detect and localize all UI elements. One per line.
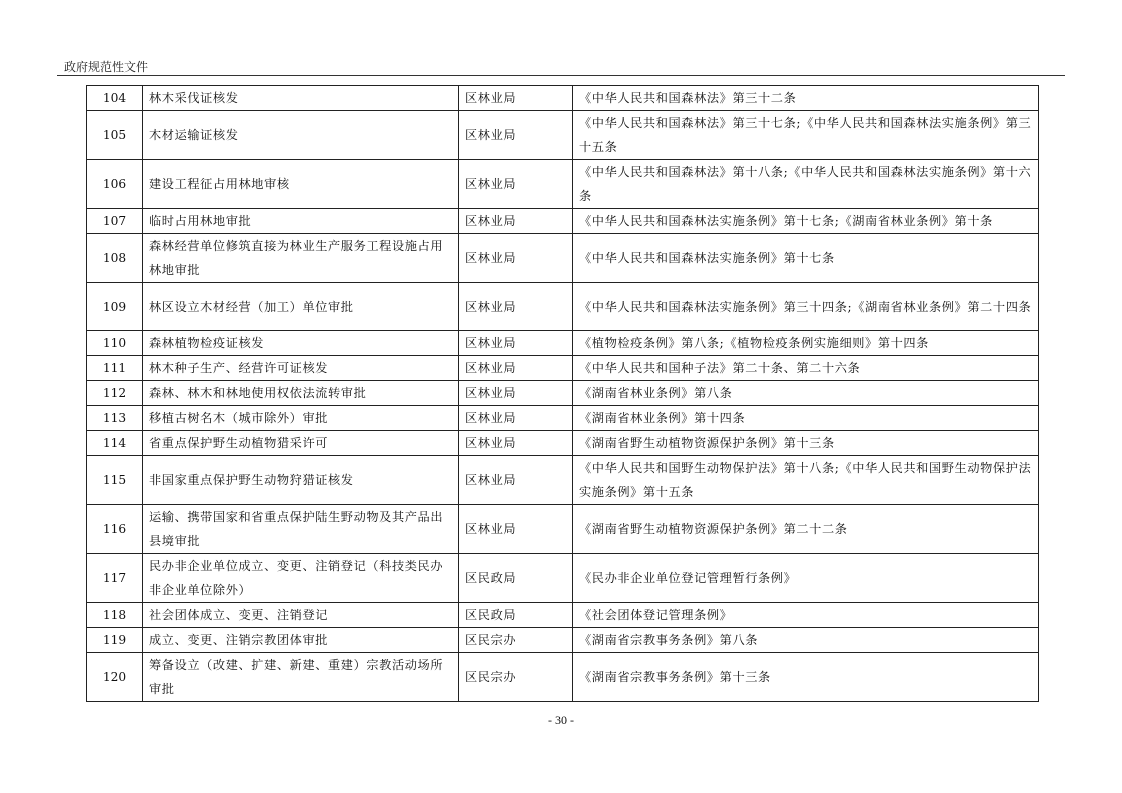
row-number: 104 xyxy=(87,86,143,111)
department: 区林业局 xyxy=(459,283,573,331)
table-row xyxy=(87,331,1039,356)
legal-basis: 《中华人民共和国森林法》第三十七条;《中华人民共和国森林法实施条例》第三十五条 xyxy=(573,111,1039,160)
row-number: 112 xyxy=(87,381,143,406)
item-name: 民办非企业单位成立、变更、注销登记（科技类民办非企业单位除外） xyxy=(143,554,459,603)
legal-basis: 《中华人民共和国种子法》第二十条、第二十六条 xyxy=(573,356,1039,381)
department: 区林业局 xyxy=(459,160,573,209)
department: 区林业局 xyxy=(459,431,573,456)
department: 区林业局 xyxy=(459,234,573,283)
table-row xyxy=(87,554,1039,603)
row-number: 105 xyxy=(87,111,143,160)
item-name: 社会团体成立、变更、注销登记 xyxy=(143,603,459,628)
legal-basis: 《湖南省宗教事务条例》第十三条 xyxy=(573,653,1039,702)
table-row xyxy=(87,209,1039,234)
item-name: 运输、携带国家和省重点保护陆生野动物及其产品出县境审批 xyxy=(143,505,459,554)
item-name: 林区设立木材经营（加工）单位审批 xyxy=(143,283,459,331)
legal-basis: 《中华人民共和国森林法》第十八条;《中华人民共和国森林法实施条例》第十六条 xyxy=(573,160,1039,209)
header-rule xyxy=(57,75,1065,76)
item-name: 移植古树名木（城市除外）审批 xyxy=(143,406,459,431)
department: 区林业局 xyxy=(459,381,573,406)
item-name: 非国家重点保护野生动物狩猎证核发 xyxy=(143,456,459,505)
department: 区林业局 xyxy=(459,209,573,234)
row-number: 113 xyxy=(87,406,143,431)
item-name: 森林植物检疫证核发 xyxy=(143,331,459,356)
legal-basis: 《湖南省林业条例》第八条 xyxy=(573,381,1039,406)
legal-basis: 《中华人民共和国森林法》第三十二条 xyxy=(573,86,1039,111)
item-name: 林木种子生产、经营许可证核发 xyxy=(143,356,459,381)
item-name: 省重点保护野生动植物猎采许可 xyxy=(143,431,459,456)
table-row xyxy=(87,381,1039,406)
item-name: 森林经营单位修筑直接为林业生产服务工程设施占用林地审批 xyxy=(143,234,459,283)
row-number: 110 xyxy=(87,331,143,356)
department: 区民宗办 xyxy=(459,653,573,702)
item-name: 成立、变更、注销宗教团体审批 xyxy=(143,628,459,653)
department: 区林业局 xyxy=(459,406,573,431)
row-number: 107 xyxy=(87,209,143,234)
department: 区林业局 xyxy=(459,111,573,160)
table-row xyxy=(87,653,1039,702)
page-number: - 30 - xyxy=(548,713,574,727)
department: 区林业局 xyxy=(459,86,573,111)
row-number: 119 xyxy=(87,628,143,653)
legal-basis: 《湖南省林业条例》第十四条 xyxy=(573,406,1039,431)
department: 区林业局 xyxy=(459,505,573,554)
item-name: 筹备设立（改建、扩建、新建、重建）宗教活动场所审批 xyxy=(143,653,459,702)
table-row xyxy=(87,505,1039,554)
legal-basis: 《中华人民共和国森林法实施条例》第十七条 xyxy=(573,234,1039,283)
legal-basis: 《湖南省野生动植物资源保护条例》第二十二条 xyxy=(573,505,1039,554)
department: 区民宗办 xyxy=(459,628,573,653)
department: 区民政局 xyxy=(459,603,573,628)
table-row xyxy=(87,456,1039,505)
legal-basis: 《民办非企业单位登记管理暂行条例》 xyxy=(573,554,1039,603)
item-name: 建设工程征占用林地审核 xyxy=(143,160,459,209)
row-number: 109 xyxy=(87,283,143,331)
legal-basis: 《社会团体登记管理条例》 xyxy=(573,603,1039,628)
document-header: 政府规范性文件 xyxy=(64,60,149,74)
legal-basis: 《中华人民共和国森林法实施条例》第三十四条;《湖南省林业条例》第二十四条 xyxy=(573,283,1039,331)
table-row xyxy=(87,111,1039,160)
approval-items-table xyxy=(86,85,1039,702)
row-number: 108 xyxy=(87,234,143,283)
department: 区民政局 xyxy=(459,554,573,603)
item-name: 临时占用林地审批 xyxy=(143,209,459,234)
table-row xyxy=(87,86,1039,111)
table-row xyxy=(87,160,1039,209)
row-number: 106 xyxy=(87,160,143,209)
table-row xyxy=(87,603,1039,628)
row-number: 120 xyxy=(87,653,143,702)
department: 区林业局 xyxy=(459,456,573,505)
row-number: 115 xyxy=(87,456,143,505)
table-row xyxy=(87,283,1039,331)
table-row xyxy=(87,406,1039,431)
row-number: 114 xyxy=(87,431,143,456)
legal-basis: 《中华人民共和国森林法实施条例》第十七条;《湖南省林业条例》第十条 xyxy=(573,209,1039,234)
table-row xyxy=(87,431,1039,456)
legal-basis: 《中华人民共和国野生动物保护法》第十八条;《中华人民共和国野生动物保护法实施条例》第十五条 xyxy=(573,456,1039,505)
item-name: 林木采伐证核发 xyxy=(143,86,459,111)
item-name: 森林、林木和林地使用权依法流转审批 xyxy=(143,381,459,406)
item-name: 木材运输证核发 xyxy=(143,111,459,160)
table-row xyxy=(87,234,1039,283)
department: 区林业局 xyxy=(459,356,573,381)
row-number: 111 xyxy=(87,356,143,381)
table-row xyxy=(87,356,1039,381)
legal-basis: 《湖南省野生动植物资源保护条例》第十三条 xyxy=(573,431,1039,456)
row-number: 116 xyxy=(87,505,143,554)
table-row xyxy=(87,628,1039,653)
row-number: 118 xyxy=(87,603,143,628)
legal-basis: 《植物检疫条例》第八条;《植物检疫条例实施细则》第十四条 xyxy=(573,331,1039,356)
row-number: 117 xyxy=(87,554,143,603)
department: 区林业局 xyxy=(459,331,573,356)
legal-basis: 《湖南省宗教事务条例》第八条 xyxy=(573,628,1039,653)
